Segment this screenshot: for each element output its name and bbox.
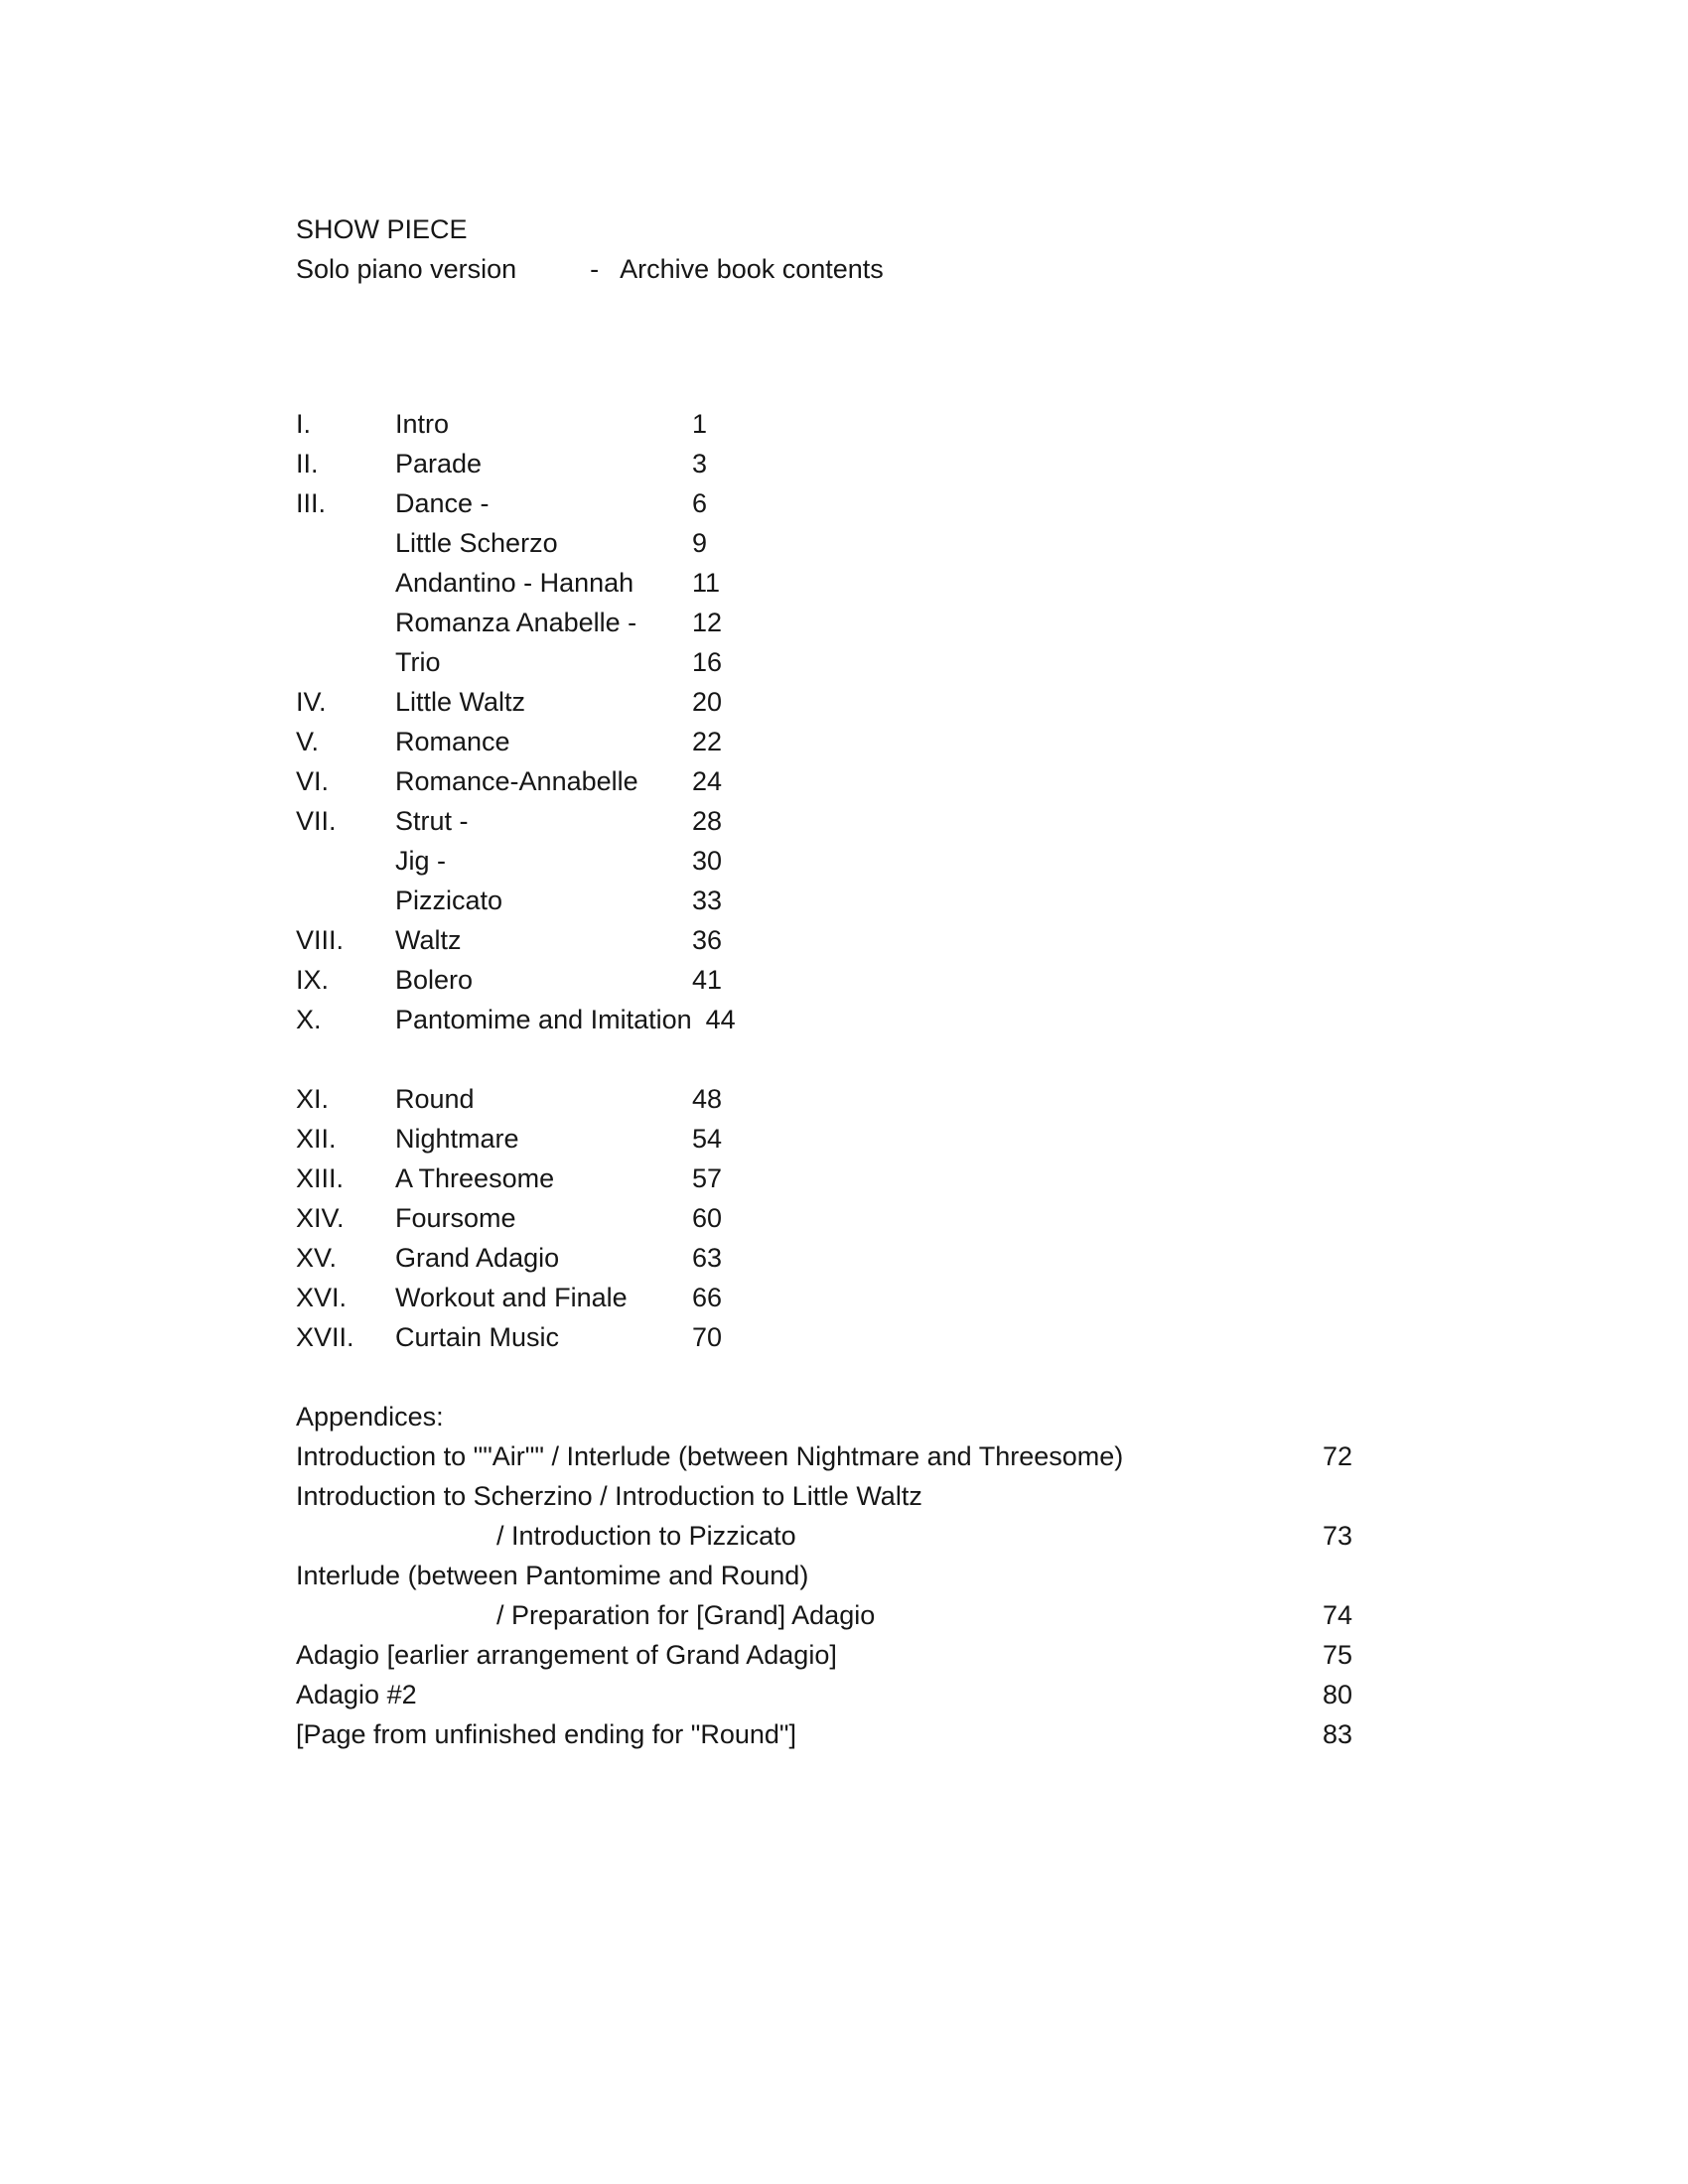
- toc-numeral: [296, 841, 395, 881]
- toc-row: [296, 523, 736, 563]
- appendix-page-number: 80: [1323, 1680, 1353, 1709]
- toc-page-number: 44: [705, 1005, 736, 1034]
- toc-row: [296, 1119, 736, 1159]
- toc-row: [296, 761, 736, 801]
- appendices-section: [296, 1397, 1428, 1754]
- appendices-heading: Appendices:: [296, 1402, 444, 1432]
- toc-numeral: [296, 523, 395, 563]
- toc-page-number: 22: [692, 727, 723, 756]
- toc-title: Romance-Annabelle: [395, 766, 638, 796]
- appendix-row: [296, 1476, 1428, 1516]
- toc-numeral: V.: [296, 727, 320, 756]
- toc-title: Curtain Music: [395, 1322, 560, 1352]
- appendix-row: [296, 1436, 1428, 1476]
- toc-page-number: 33: [692, 886, 723, 915]
- appendix-row: [296, 1556, 1428, 1595]
- toc-row: [296, 1198, 736, 1238]
- toc-numeral: VIII.: [296, 925, 345, 955]
- toc-title: Waltz: [395, 925, 462, 955]
- toc-numeral: XVII.: [296, 1322, 354, 1352]
- toc-numeral: III.: [296, 488, 327, 518]
- toc-numeral: VI.: [296, 766, 330, 796]
- toc-row: [296, 603, 736, 642]
- toc-numeral: [296, 881, 395, 920]
- document-subtitle: [296, 249, 884, 289]
- toc-page-number: 30: [692, 846, 723, 876]
- toc-row: [296, 881, 736, 920]
- toc-title: Round: [395, 1084, 475, 1114]
- appendix-row: [296, 1595, 1428, 1635]
- appendix-page-number: 75: [1323, 1640, 1353, 1670]
- toc-page-number: 48: [692, 1084, 723, 1114]
- appendix-title: Introduction to ""Air"" / Interlude (between Nightmare and Threesome): [296, 1441, 1124, 1471]
- toc-numeral: [296, 603, 395, 642]
- subtitle-separator: -: [590, 254, 600, 284]
- toc-page-number: 20: [692, 687, 723, 717]
- document-header: [296, 209, 884, 289]
- appendix-title: / Preparation for [Grand] Adagio: [496, 1600, 876, 1630]
- appendix-title: Adagio [earlier arrangement of Grand Adagio]: [296, 1640, 837, 1670]
- toc-row: [296, 960, 736, 1000]
- toc-row: [296, 682, 736, 722]
- toc-title: Intro: [395, 409, 450, 439]
- appendix-title: [Page from unfinished ending for "Round"]: [296, 1719, 796, 1749]
- toc-page-number: 60: [692, 1203, 723, 1233]
- toc-row: [296, 1159, 736, 1198]
- document-title: SHOW PIECE: [296, 214, 468, 244]
- toc-title: A Threesome: [395, 1163, 555, 1193]
- toc-title: Pizzicato: [395, 886, 503, 915]
- subtitle-description: Archive book contents: [620, 254, 884, 284]
- toc-numeral: VII.: [296, 806, 337, 836]
- toc-numeral: XIII.: [296, 1163, 345, 1193]
- appendix-page-number: 74: [1323, 1600, 1353, 1630]
- toc-numeral: XIV.: [296, 1203, 345, 1233]
- toc-title: Trio: [395, 647, 441, 677]
- toc-numeral: XII.: [296, 1124, 337, 1154]
- toc-numeral: [296, 642, 395, 682]
- toc-title: Bolero: [395, 965, 474, 995]
- toc-page-number: 41: [692, 965, 723, 995]
- toc-row: [296, 444, 736, 483]
- toc-page-number: 1: [692, 409, 708, 439]
- appendix-title: Introduction to Scherzino / Introduction to Little Waltz: [296, 1481, 922, 1511]
- toc-row: [296, 563, 736, 603]
- toc-row: [296, 404, 736, 444]
- toc-page-number: 63: [692, 1243, 723, 1273]
- toc-row: [296, 1278, 736, 1317]
- section-gap: [296, 1039, 736, 1079]
- toc-title: Foursome: [395, 1203, 516, 1233]
- toc-title: Nightmare: [395, 1124, 519, 1154]
- subtitle-version: Solo piano version: [296, 254, 517, 284]
- table-of-contents: [296, 404, 736, 1357]
- appendix-row: [296, 1714, 1428, 1754]
- toc-title: Strut -: [395, 806, 469, 836]
- toc-row: [296, 1079, 736, 1119]
- toc-page-number: 57: [692, 1163, 723, 1193]
- toc-row: [296, 920, 736, 960]
- toc-page-number: 24: [692, 766, 723, 796]
- toc-numeral: XV.: [296, 1243, 338, 1273]
- appendix-row: [296, 1635, 1428, 1675]
- toc-page-number: 9: [692, 528, 708, 558]
- appendix-row: [296, 1516, 1428, 1556]
- toc-page-number: 3: [692, 449, 708, 478]
- toc-title: Little Waltz: [395, 687, 526, 717]
- appendix-page-number: 73: [1323, 1521, 1353, 1551]
- toc-numeral: I.: [296, 409, 312, 439]
- toc-numeral: X.: [296, 1005, 322, 1034]
- toc-row: [296, 722, 736, 761]
- toc-title: Romanza Anabelle -: [395, 608, 637, 637]
- toc-page-number: 36: [692, 925, 723, 955]
- toc-title: Jig -: [395, 846, 447, 876]
- appendix-row: [296, 1675, 1428, 1714]
- toc-title: Parade: [395, 449, 483, 478]
- toc-row: [296, 642, 736, 682]
- toc-page-number: 54: [692, 1124, 723, 1154]
- toc-numeral: IV.: [296, 687, 327, 717]
- toc-numeral: XI.: [296, 1084, 330, 1114]
- toc-page-number: 16: [692, 647, 723, 677]
- toc-title: Workout and Finale: [395, 1283, 628, 1312]
- toc-row: [296, 1000, 736, 1039]
- toc-page-number: 70: [692, 1322, 723, 1352]
- appendix-page-number: 72: [1323, 1441, 1353, 1471]
- toc-numeral: IX.: [296, 965, 330, 995]
- toc-row: [296, 1317, 736, 1357]
- toc-title: Grand Adagio: [395, 1243, 560, 1273]
- toc-page-number: 11: [692, 568, 721, 598]
- toc-numeral: [296, 563, 395, 603]
- appendix-title: Interlude (between Pantomime and Round): [296, 1561, 809, 1590]
- toc-row: [296, 841, 736, 881]
- toc-title: Dance -: [395, 488, 490, 518]
- toc-page-number: 28: [692, 806, 723, 836]
- toc-page-number: 6: [692, 488, 708, 518]
- appendix-page-number: 83: [1323, 1719, 1353, 1749]
- toc-row: [296, 801, 736, 841]
- appendix-title: Adagio #2: [296, 1680, 417, 1709]
- toc-title: Pantomime and Imitation: [395, 1005, 692, 1034]
- toc-page-number: 66: [692, 1283, 723, 1312]
- toc-title: Romance: [395, 727, 510, 756]
- toc-row: [296, 1238, 736, 1278]
- toc-numeral: XVI.: [296, 1283, 348, 1312]
- toc-title: Andantino - Hannah: [395, 568, 634, 598]
- toc-title: Little Scherzo: [395, 528, 558, 558]
- toc-row: [296, 483, 736, 523]
- toc-numeral: II.: [296, 449, 319, 478]
- appendix-title: / Introduction to Pizzicato: [496, 1521, 796, 1551]
- toc-page-number: 12: [692, 608, 723, 637]
